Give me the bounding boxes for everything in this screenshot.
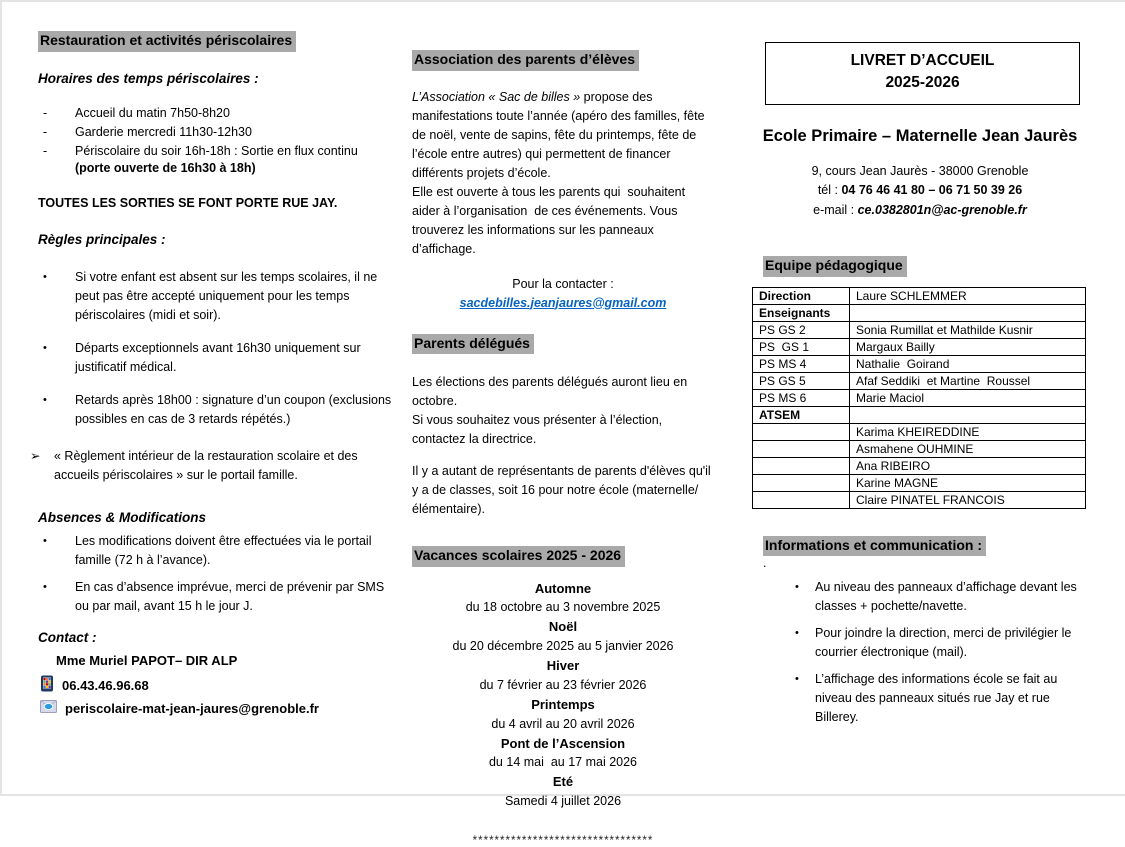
absences-subheading: Absences & Modifications xyxy=(38,509,207,525)
dot-bullet: • xyxy=(43,581,47,594)
table-row xyxy=(753,355,1086,372)
holiday-name: Hiver xyxy=(546,658,580,673)
column-association xyxy=(412,0,714,847)
team-name-cell: Marie Maciol xyxy=(850,389,1086,406)
association-paragraph-2: Elle est ouverte à tous les parents qui souhaitent aider à l’organisation de ces événements. Vous trouverez les informations sur les panneaux d’affichage. xyxy=(412,184,689,256)
column-ecole xyxy=(750,0,1090,735)
absence-rule-text: En cas d’absence imprévue, merci de prévenir par SMS ou par mail, avant 15 h le jour J. xyxy=(75,580,388,614)
team-role-cell xyxy=(753,457,850,474)
dot-bullet: • xyxy=(43,535,47,548)
holiday-dates: Samedi 4 juillet 2026 xyxy=(504,794,622,808)
team-role-cell: ATSEM xyxy=(753,406,850,423)
tel-label: tél : xyxy=(817,183,842,198)
absences-list xyxy=(38,532,392,616)
rules-list xyxy=(38,268,395,429)
school-name: Ecole Primaire – Maternelle Jean Jaurès xyxy=(762,126,1078,145)
dot-bullet: • xyxy=(43,270,47,283)
team-name-cell xyxy=(850,304,1086,321)
arrowhead-bullet-icon: ➢ xyxy=(30,448,41,463)
list-item xyxy=(38,104,392,123)
table-row xyxy=(753,406,1086,423)
holiday-name: Noël xyxy=(548,619,578,635)
team-role-cell: PS GS 5 xyxy=(753,372,850,389)
email-label: e-mail : xyxy=(813,202,858,217)
team-name-cell: Karima KHEIREDDINE xyxy=(850,423,1086,440)
school-phone-line xyxy=(750,181,1090,200)
schedule-subheading: Horaires des temps périscolaires : xyxy=(38,70,259,86)
school-phone-numbers: 04 76 46 41 80 – 06 71 50 39 26 xyxy=(841,183,1023,198)
contact-subheading: Contact : xyxy=(38,630,97,646)
table-row xyxy=(753,440,1086,457)
table-row xyxy=(753,287,1086,304)
schedule-list xyxy=(38,104,392,175)
team-name-cell: Sonia Rumillat et Mathilde Kusnir xyxy=(850,321,1086,338)
list-item xyxy=(38,532,392,570)
dash-bullet: - xyxy=(43,106,48,121)
contact-phone-line xyxy=(40,675,392,695)
section-heading-restauration: Restauration et activités périscolaires xyxy=(38,31,296,52)
delegates-paragraph: Il y a autant de représentants de parents d'élèves qu'il y a de classes, soit 16 pour notre école (maternelle/élémentaire). xyxy=(412,464,715,516)
holiday-name: Printemps xyxy=(531,696,595,712)
list-item xyxy=(790,670,1082,727)
dot-bullet: • xyxy=(795,673,799,686)
table-row xyxy=(753,304,1086,321)
team-name-cell xyxy=(850,406,1086,423)
table-row xyxy=(753,491,1086,508)
portal-note-text: « Règlement intérieur de la restauration scolaire et des accueils périscolaires » sur le portail famille. xyxy=(54,448,362,482)
rule-text: Départs exceptionnels avant 16h30 uniquement sur justificatif médical. xyxy=(75,340,365,374)
list-item xyxy=(38,391,395,429)
email-envelope-icon xyxy=(40,700,57,716)
holiday-name: Automne xyxy=(534,580,592,596)
schedule-item-bold-note: (porte ouverte de 16h30 à 18h) xyxy=(75,161,256,176)
section-heading-delegues: Parents délégués xyxy=(412,334,534,355)
info-list xyxy=(790,578,1082,727)
team-role-cell xyxy=(753,423,850,440)
dot-bullet: • xyxy=(43,393,47,406)
table-row xyxy=(753,474,1086,491)
stray-period: . xyxy=(763,556,767,571)
table-row xyxy=(753,389,1086,406)
team-role-cell: PS GS 1 xyxy=(753,338,850,355)
team-name-cell: Ana RIBEIRO xyxy=(850,457,1086,474)
dot-bullet: • xyxy=(795,581,799,594)
team-name-cell: Margaux Bailly xyxy=(850,338,1086,355)
rule-text: Si votre enfant est absent sur les temps scolaires, il ne peut pas être accepté uniquement pour les temps périscolaires (midi et soir). xyxy=(75,269,381,322)
absence-rule-text: Les modifications doivent être effectuées via le portail famille (72 h à l’avance). xyxy=(75,534,375,568)
team-name-cell: Asmahene OUHMINE xyxy=(850,440,1086,457)
list-item xyxy=(38,578,392,616)
holiday-name: Eté xyxy=(552,774,574,790)
section-heading-equipe: Equipe pédagogique xyxy=(763,256,907,277)
holiday-name: Pont de l’Ascension xyxy=(500,735,626,751)
team-name-cell: Afaf Seddiki et Martine Roussel xyxy=(850,372,1086,389)
section-heading-association: Association des parents d’élèves xyxy=(412,50,639,71)
team-table xyxy=(752,287,1086,509)
team-role-cell xyxy=(753,491,850,508)
section-heading-vacances: Vacances scolaires 2025 - 2026 xyxy=(412,546,625,567)
association-paragraph xyxy=(412,88,714,183)
list-item xyxy=(38,123,392,142)
school-email-line xyxy=(750,201,1090,220)
portal-note xyxy=(30,447,392,485)
association-intro-rest: propose des manifestations toute l’année (apéro des familles, fête de noël, vente de sapins, fête du printemps, fête de l’école entre autres) qui permettent de financer différents projets d’école. xyxy=(412,89,709,180)
contact-phone-number[interactable]: 06.43.46.96.68 xyxy=(62,677,149,693)
schedule-item-text: Garderie mercredi 11h30-12h30 xyxy=(75,125,252,140)
booklet-title-line2: 2025-2026 xyxy=(885,74,960,92)
team-name-cell: Karine MAGNE xyxy=(850,474,1086,491)
list-item xyxy=(38,142,392,161)
holiday-dates: du 7 février au 23 février 2026 xyxy=(479,677,647,692)
association-name: L’Association « Sac de billes » xyxy=(412,89,581,104)
contacter-label: Pour la contacter : xyxy=(512,276,614,291)
holiday-dates: du 18 octobre au 3 novembre 2025 xyxy=(465,600,661,615)
school-email-address[interactable]: ce.0382801n@ac-grenoble.fr xyxy=(857,202,1027,217)
team-name-cell: Nathalie Goirand xyxy=(850,355,1086,372)
holiday-dates: du 4 avril au 20 avril 2026 xyxy=(491,716,635,731)
holidays-schedule xyxy=(412,579,714,812)
contact-email-address[interactable]: periscolaire-mat-jean-jaures@grenoble.fr xyxy=(65,700,319,716)
exits-notice: TOUTES LES SORTIES SE FONT PORTE RUE JAY. xyxy=(38,196,338,211)
column-periscolaire xyxy=(30,0,395,716)
team-role-cell xyxy=(753,474,850,491)
section-heading-informations: Informations et communication : xyxy=(763,536,986,557)
school-contact-block xyxy=(750,162,1090,220)
list-item xyxy=(790,624,1082,662)
contact-person-name: Mme Muriel PAPOT– DIR ALP xyxy=(56,652,238,668)
team-role-cell: PS MS 4 xyxy=(753,355,850,372)
rule-text: Retards après 18h00 : signature d’un coupon (exclusions possibles en cas de 3 retards répétés.) xyxy=(75,392,395,426)
team-role-cell: Enseignants xyxy=(753,304,850,321)
table-row xyxy=(753,457,1086,474)
info-item-text: Au niveau des panneaux d’affichage devant les classes + pochette/navette. xyxy=(815,580,1081,614)
list-item xyxy=(790,578,1082,616)
info-item-text: Pour joindre la direction, merci de privilégier le courrier électronique (mail). xyxy=(815,626,1075,660)
delegates-paragraph: Les élections des parents délégués auront lieu en octobre. xyxy=(412,375,691,408)
asterisk-separator: ********************************* xyxy=(472,835,654,847)
team-name-cell: Laure SCHLEMMER xyxy=(850,287,1086,304)
team-role-cell xyxy=(753,440,850,457)
schedule-item-text: Accueil du matin 7h50-8h20 xyxy=(75,106,230,121)
table-row xyxy=(753,321,1086,338)
list-item xyxy=(38,339,392,377)
booklet-title-box xyxy=(765,42,1080,105)
info-item-text: L’affichage des informations école se fait au niveau des panneaux situés rue Jay et rue Billerey. xyxy=(815,672,1061,725)
school-address: 9, cours Jean Jaurès - 38000 Grenoble xyxy=(811,164,1029,179)
rules-subheading: Règles principales : xyxy=(38,232,166,248)
table-row xyxy=(753,423,1086,440)
holiday-dates: du 20 décembre 2025 au 5 janvier 2026 xyxy=(452,639,674,653)
list-item xyxy=(38,268,392,325)
table-row xyxy=(753,338,1086,355)
dash-bullet: - xyxy=(43,144,48,159)
booklet-title-line1: LIVRET D’ACCUEIL xyxy=(850,52,995,69)
team-role-cell: PS GS 2 xyxy=(753,321,850,338)
dash-bullet: - xyxy=(43,125,48,140)
contact-email-line xyxy=(40,700,392,716)
dot-bullet: • xyxy=(43,341,47,354)
mobile-phone-icon xyxy=(40,675,54,695)
association-email-link[interactable]: sacdebilles.jeanjaures@gmail.com xyxy=(459,295,667,310)
schedule-item-text: Périscolaire du soir 16h-18h : Sortie en flux continu xyxy=(75,144,358,159)
team-role-cell: Direction xyxy=(753,287,850,304)
holiday-dates: du 14 mai au 17 mai 2026 xyxy=(488,755,638,770)
team-role-cell: PS MS 6 xyxy=(753,389,850,406)
delegates-paragraph: Si vous souhaitez vous présenter à l’élection, contactez la directrice. xyxy=(412,413,666,446)
dot-bullet: • xyxy=(795,627,799,640)
table-row xyxy=(753,372,1086,389)
team-name-cell: Claire PINATEL FRANCOIS xyxy=(850,491,1086,508)
